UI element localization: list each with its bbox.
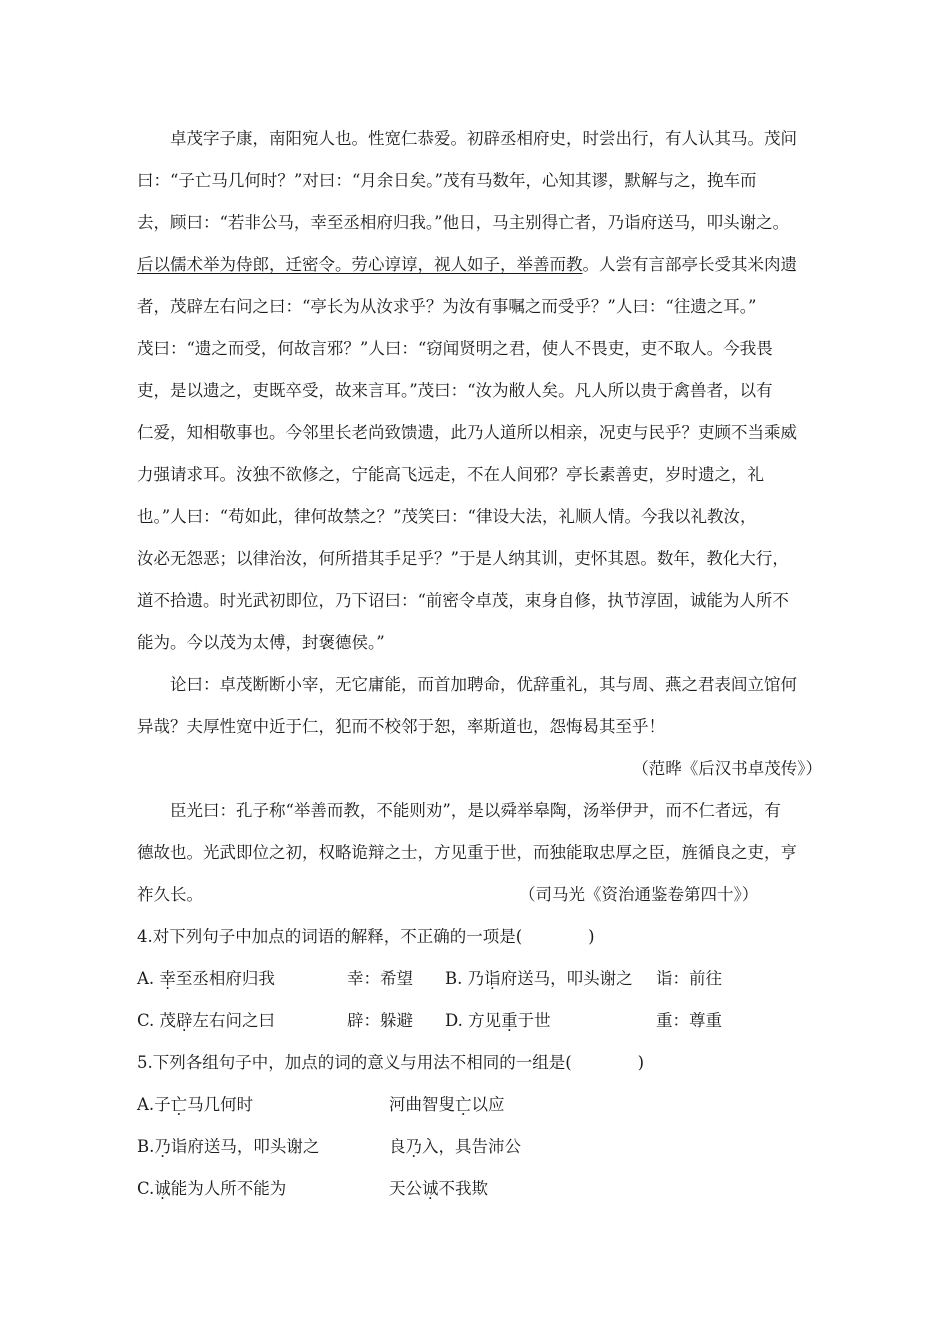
- remark-line-2: 德故也。光武即位之初，权略诡辩之士，方见重于世，而独能取忠厚之臣，旌循良之吏，亨: [137, 843, 797, 862]
- q4-option-b: [445, 968, 633, 990]
- q4-d-text: 于世: [517, 1011, 551, 1030]
- q5-a1-prefix: A.子: [137, 1095, 171, 1114]
- underlined-tail: 。: [582, 255, 599, 274]
- q5-option-b-right: [389, 1136, 521, 1158]
- q5-option-c-right: [389, 1178, 488, 1200]
- source-citation-1: （范晔《后汉书卓茂传》）: [632, 759, 822, 778]
- source-citation-2: （司马光《资治通鉴卷第四十》）: [519, 885, 759, 904]
- passage-line-2: 曰：“子亡马几何时？”对曰：“月余日矣。”茂有马数年，心知其谬，默解与之，挽车而: [137, 171, 757, 190]
- passage-line-11: 汝必无怨恶；以律治汝，何所措其手足乎？”于是人纳其训，吏怀其恩。数年，教化大行，: [137, 549, 789, 568]
- q4-option-b-explanation: 诣：前往: [656, 969, 722, 988]
- q4-a-prefix: A.: [137, 969, 160, 988]
- passage-line-10: 也。”人曰：“苟如此，律何故禁之？”茂笑曰：“律设大法，礼顺人情。今我以礼教汝，: [137, 507, 757, 526]
- passage-line-5: 者，茂辟左右问之曰：“亭长为从汝求乎？为汝有事嘱之而受乎？”人曰：“往遗之耳。”: [137, 297, 757, 316]
- q5-option-a-left: [137, 1094, 253, 1116]
- passage-line-9: 力强请求耳。汝独不欲修之，宁能高飞远走，不在人间邪？亭长素善吏，岁时遗之，礼: [137, 465, 764, 484]
- passage-line-4: [137, 254, 797, 276]
- q4-b-prefix: B. 乃: [445, 969, 485, 988]
- passage-line-6: 茂曰：“遗之而受，何故言邪？”人曰：“窃闻贤明之君，使人不畏吏，吏不取人。今我畏: [137, 339, 773, 358]
- passage-line-12: 道不拾遗。时光武初即位，乃下诏曰：“前密令卓茂，束身自修，执节淳固，诚能为人所不: [137, 591, 789, 610]
- emphasis-dot-char: 诚: [154, 1179, 171, 1198]
- emphasis-dot-char: 幸: [159, 969, 176, 988]
- q4-d-prefix: D. 方见: [445, 1011, 502, 1030]
- question-4-stem: 4.对下列句子中加点的词语的解释，不正确的一项是( ): [137, 927, 595, 946]
- emphasis-dot-char: 乃: [154, 1137, 171, 1156]
- q4-option-c: [137, 1010, 275, 1032]
- q4-option-d: [445, 1010, 551, 1032]
- q5-a2-prefix: 河曲智叟: [389, 1095, 455, 1114]
- emphasis-dot-char: 亡: [455, 1095, 472, 1114]
- q5-b1-text: 诣府送马，叩头谢之: [170, 1137, 320, 1156]
- emphasis-dot-char: 诣: [484, 969, 501, 988]
- q4-b-text: 府送马，叩头谢之: [500, 969, 633, 988]
- q4-option-a-explanation: 幸：希望: [347, 969, 413, 988]
- emphasis-dot-char: 亡: [170, 1095, 188, 1114]
- q4-option-a: [137, 968, 275, 990]
- q5-c2-text: 不我欺: [438, 1179, 488, 1198]
- q5-b2-prefix: 良: [389, 1137, 406, 1156]
- commentary-line-2: 异哉？夫厚性宽中近于仁，犯而不校邻于恕，率斯道也，怨悔曷其至乎！: [137, 717, 665, 736]
- q5-a1-text: 马几何时: [187, 1095, 254, 1114]
- passage-line-3: 去，顾曰：“若非公马，幸至丞相府归我。”他日，马主别得亡者，乃诣府送马，叩头谢之。: [137, 213, 790, 232]
- passage-line-8: 仁爱，知相敬事也。今邻里长老尚致馈遗，此乃人道所以相亲，况吏与民乎？吏顾不当乘威: [137, 423, 797, 442]
- q5-c2-prefix: 天公: [389, 1179, 422, 1198]
- underlined-sentence: 后以儒术举为侍郎，迁密令。劳心谆谆，视人如子，举善而教: [137, 255, 583, 274]
- passage-line-13: 能为。今以茂为太傅，封褒德侯。”: [137, 633, 385, 652]
- q5-option-a-right: [389, 1094, 505, 1116]
- emphasis-dot-char: 辟: [176, 1011, 193, 1030]
- q4-c-text: 左右问之曰: [192, 1011, 276, 1030]
- emphasis-dot-char: 乃: [405, 1137, 422, 1156]
- remark-line-1: 臣光曰：孔子称“举善而教，不能则劝”，是以舜举皋陶，汤举伊尹，而不仁者远，有: [137, 801, 781, 820]
- commentary-line-1: 论曰：卓茂断断小宰，无它庸能，而首加聘命，优辞重礼，其与周、燕之君表闾立馆何: [137, 675, 797, 694]
- passage-line-1: 卓茂字子康，南阳宛人也。性宽仁恭爱。初辟丞相府史，时尝出行，有人认其马。茂问: [137, 129, 797, 148]
- remark-line-3: 祚久长。: [137, 885, 203, 904]
- passage-line-4-rest: 人尝有言部亭长受其米肉遗: [599, 255, 797, 274]
- emphasis-dot-char: 诚: [422, 1179, 439, 1198]
- question-5-stem: 5.下列各组句子中，加点的词的意义与用法不相同的一组是( ): [137, 1053, 645, 1072]
- emphasis-dot-char: 重: [501, 1011, 518, 1030]
- q4-c-prefix: C. 茂: [137, 1011, 177, 1030]
- q4-a-text: 至丞相府归我: [175, 969, 275, 988]
- q4-option-c-explanation: 辟：躲避: [347, 1011, 413, 1030]
- q5-c1-text: 能为人所不能为: [170, 1179, 287, 1198]
- q5-a2-text: 以应: [471, 1095, 505, 1114]
- q5-b1-prefix: B.: [137, 1137, 155, 1156]
- q4-option-d-explanation: 重：尊重: [656, 1011, 722, 1030]
- q5-option-b-left: [137, 1136, 319, 1158]
- passage-line-7: 吏，是以遗之，吏既卒受，故来言耳。”茂曰：“汝为敝人矣。凡人所以贵于禽兽者，以有: [137, 381, 773, 400]
- q5-option-c-left: [137, 1178, 286, 1200]
- q5-c1-prefix: C.: [137, 1179, 155, 1198]
- q5-b2-text: 入，具告沛公: [422, 1137, 521, 1156]
